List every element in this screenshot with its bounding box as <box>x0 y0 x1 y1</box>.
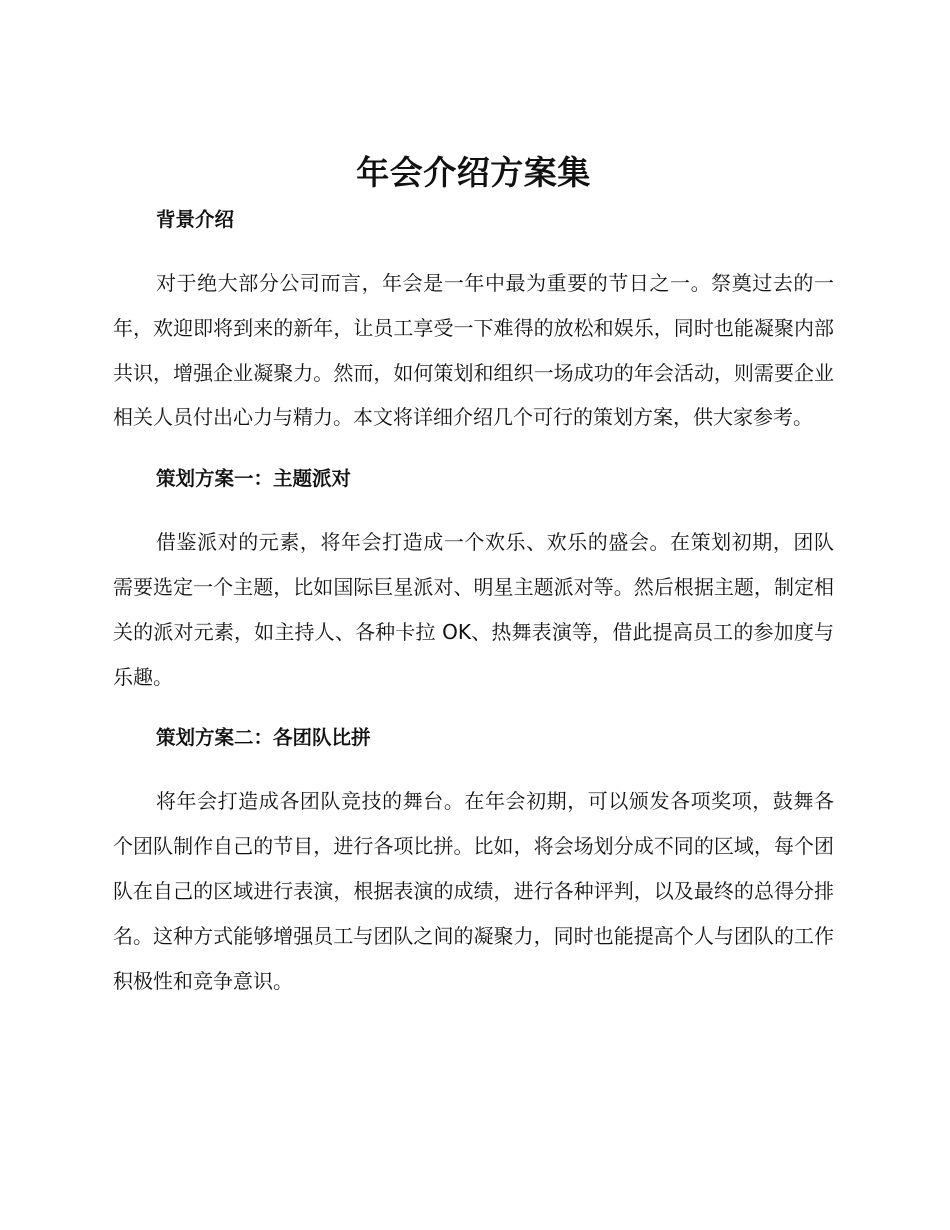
section-body-plan-one: 借鉴派对的元素，将年会打造成一个欢乐、欢乐的盛会。在策划初期，团队需要选定一个主题，比如国际巨星派对、明星主题派对等。然后根据主题，制定相关的派对元素，如主持人、各种卡拉 OK、热舞表演等，借此提高员工的参加度与乐趣。 <box>113 530 834 689</box>
section-heading-plan-two: 策划方案二：各团队比拼 <box>156 726 371 750</box>
section-body-plan-two: 将年会打造成各团队竞技的舞台。在年会初期，可以颁发各项奖项，鼓舞各个团队制作自己的节目，进行各项比拼。比如，将会场划分成不同的区域，每个团队在自己的区域进行表演，根据表演的成绩，进行各种评判，以及最终的总得分排名。这种方式能够增强员工与团队之间的凝聚力，同时也能提高个人与团队的工作积极性和竞争意识。 <box>113 789 834 993</box>
section-body-background: 对于绝大部分公司而言，年会是一年中最为重要的节日之一。祭奠过去的一年，欢迎即将到来的新年，让员工享受一下难得的放松和娱乐，同时也能凝聚内部共识，增强企业凝聚力。然而，如何策划和组织一场成功的年会活动，则需要企业相关人员付出心力与精力。本文将详细介绍几个可行的策划方案，供大家参考。 <box>113 271 834 430</box>
section-heading-background: 背景介绍 <box>156 208 235 231</box>
document-title: 年会介绍方案集 <box>356 153 591 192</box>
section-heading-plan-one: 策划方案一：主题派对 <box>156 467 352 491</box>
